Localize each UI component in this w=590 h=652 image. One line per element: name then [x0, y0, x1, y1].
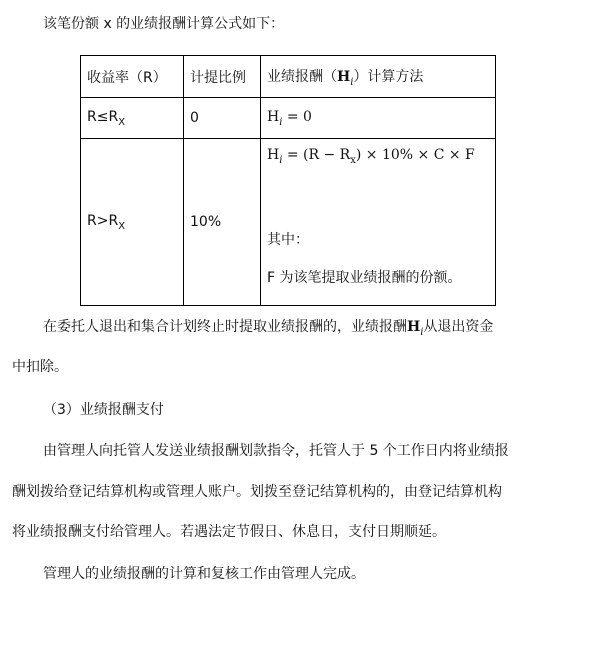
para1-sub: i [420, 326, 424, 338]
paragraph-3: 管理人的业绩报酬的计算和复核工作由管理人完成。 [43, 566, 365, 582]
row2-method [261, 139, 496, 306]
header-return-rate: 收益率（R） [81, 56, 184, 98]
para1-symbol: H [407, 319, 421, 335]
paragraph-2-line-2: 酬划拨给登记结算机构或管理人账户。划拨至登记结算机构的，由登记结算机构 [12, 484, 502, 500]
paragraph-1-line-1: 在委托人退出和集合计划终止时提取业绩报酬的，业绩报酬$H_i$从退出资金 [43, 319, 494, 338]
table-header-row [81, 56, 496, 98]
row2-ratio: 10% [184, 139, 261, 306]
row2-formula: $H_i = (R - R_x) \times 10\% \times C \times F$ [267, 147, 475, 166]
row2-condition: $R>R_X$ [81, 139, 184, 306]
paragraph-2-line-1: 由管理人向托管人发送业绩报酬划款指令，托管人于 5 个工作日内将业绩报 [43, 443, 509, 459]
table-row [81, 139, 496, 306]
row2-note-text: F 为该笔提取业绩报酬的份额。 [267, 270, 462, 286]
header-method [261, 56, 496, 98]
header-ratio: 计提比例 [184, 56, 261, 98]
header-method-suffix: ）计算方法 [353, 68, 424, 85]
section-heading: （3）业绩报酬支付 [43, 402, 164, 418]
paragraph-2-line-3: 将业绩报酬支付给管理人。若遇法定节假日、休息日，支付日期顺延。 [12, 524, 446, 540]
header-method-symbol: H [337, 68, 351, 85]
row1-method: $H_i = 0$ [261, 98, 496, 139]
header-method-prefix: 业绩报酬（ [267, 68, 337, 85]
intro-text: 该笔份额 x 的业绩报酬计算公式如下： [43, 16, 285, 32]
row2-note-label: 其中： [267, 232, 309, 248]
fee-table [80, 55, 496, 306]
table-row [81, 98, 496, 139]
header-method-sub: i [350, 76, 354, 88]
row1-ratio: 0 [184, 98, 261, 139]
paragraph-1-line-2: 中扣除。 [12, 359, 68, 375]
row1-condition: $R\le R_X$ [81, 98, 184, 139]
